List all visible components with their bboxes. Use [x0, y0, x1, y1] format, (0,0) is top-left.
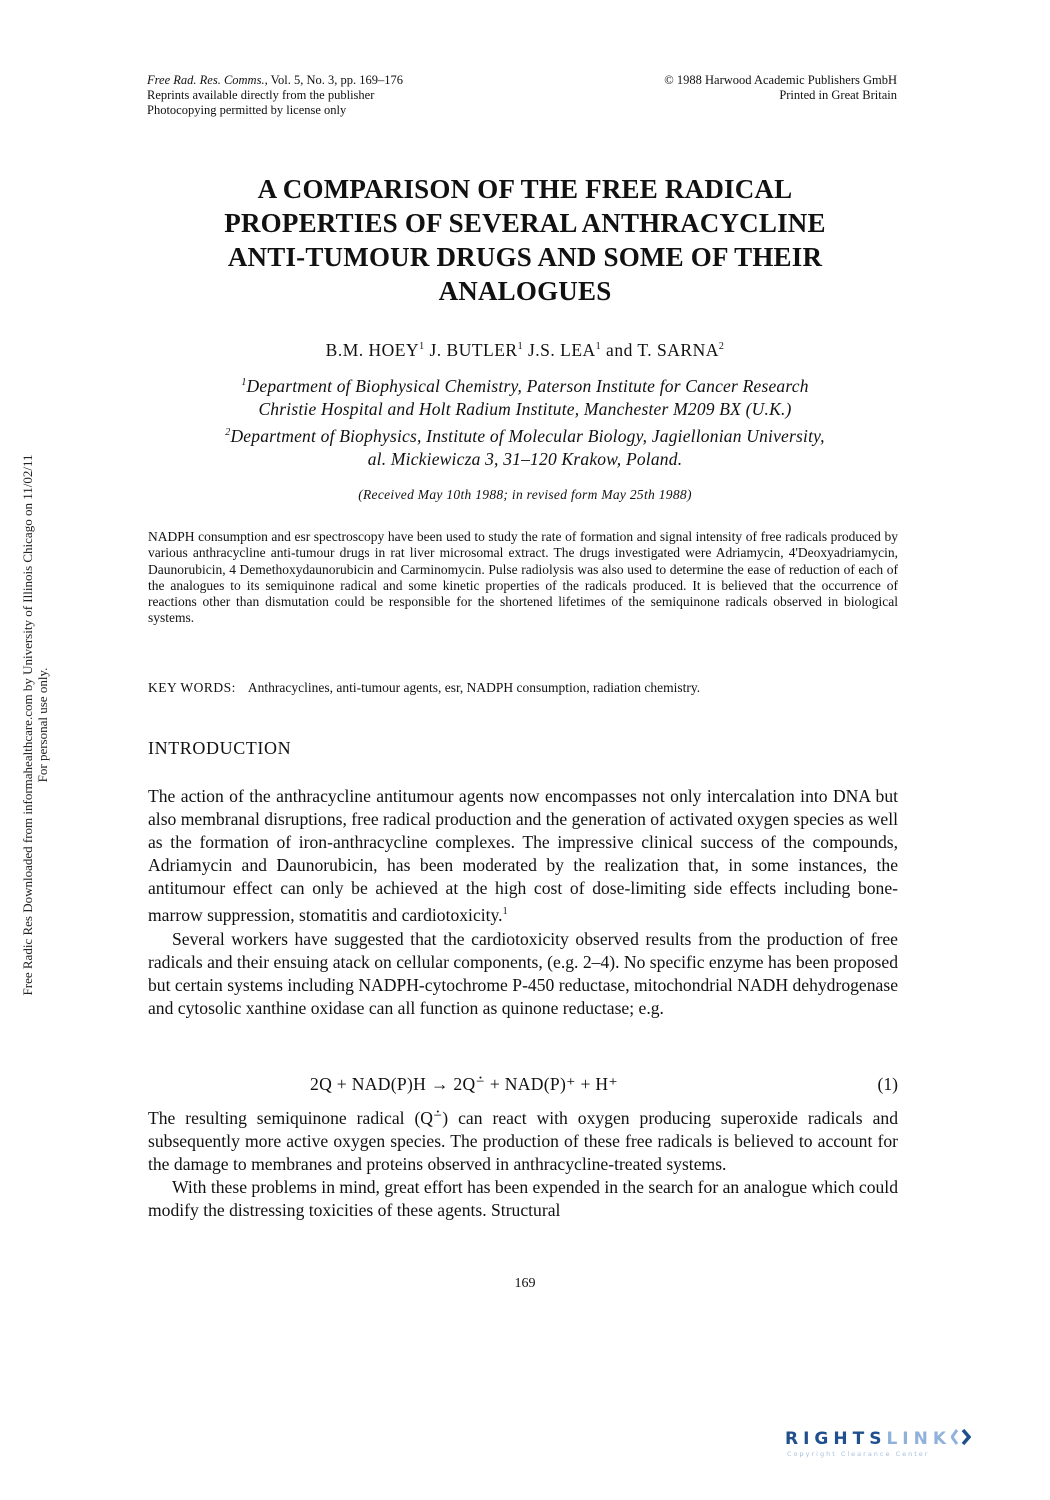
author-name: J. BUTLER — [429, 340, 518, 360]
title-line: A COMPARISON OF THE FREE RADICAL — [257, 174, 793, 204]
download-note-line1: Free Radic Res Downloaded from informahealthcare.com by University of Illinois Chicago on 11/02/11 — [20, 454, 35, 996]
download-watermark — [20, 355, 50, 1095]
received-dates: (Received May 10th 1988; in revised form May 25th 1988) — [358, 487, 692, 502]
abstract: NADPH consumption and esr spectroscopy have been used to study the rate of formation and signal intensity of free radicals produced by various anthracycline anti-tumour drugs in rat liver microsomal extract. The drugs investigated were Adriamycin, 4'Deoxyadriamycin, Daunorubicin, 4 Demethoxydaunorubicin and Carminomycin. Pulse radiolysis was also used to determine the ease of reduction of each of the analogues to its semiquinone radical and some kinetic properties of the radicals produced. It is believed that the occurrence of reactions other than dismutation could be responsible for the shortened lifetimes of the semiquinone radicals observed in biological systems. — [148, 529, 898, 626]
body-text-block — [148, 785, 898, 1020]
title-line: ANTI-TUMOUR DRUGS AND SOME OF THEIR — [227, 242, 823, 272]
paragraph: Several workers have suggested that the cardiotoxicity observed results from the production of free radicals and their ensuing atack on cellular components, (e.g. 2–4). No specific enzyme has been proposed but certain systems including NADPH-cytochrome P-450 reductase, mitochondrial NADH dehydrogenase and cytosolic xanthine oxidase can all function as quinone reductase; e.g. — [148, 928, 898, 1018]
author-affiliation-mark: 1 — [419, 341, 425, 352]
author-affiliation-mark: 1 — [595, 341, 602, 352]
author-conjunction: and — [606, 340, 633, 360]
photocopy-note: Photocopying permitted by license only — [147, 103, 347, 117]
keywords-text: Anthracyclines, anti-tumour agents, esr, NADPH consumption, radiation chemistry. — [247, 680, 701, 695]
author-affiliation-mark: 2 — [718, 341, 725, 352]
section-heading: INTRODUCTION — [148, 738, 292, 758]
affiliation-mark: 1 — [241, 377, 247, 388]
affiliation-text: Department of Biophysics, Institute of Molecular Biology, Jagiellonian University, — [230, 426, 825, 446]
paragraph: The resulting semiquinone radical (Q⁻̇) can react with oxygen producing superoxide radicals and subsequently more active oxygen species. The production of these free radicals is believed to account for the damage to membranes and proteins observed in anthracycline-treated systems. — [148, 1108, 898, 1175]
affiliation-text: Department of Biophysical Chemistry, Paterson Institute for Cancer Research — [246, 376, 809, 396]
logo-text-dark: RIGHTS — [785, 1429, 887, 1449]
author-name: T. SARNA — [637, 340, 719, 360]
rightslink-wordmark — [785, 1428, 1030, 1449]
paper-title — [130, 172, 920, 308]
journal-volume: , Vol. 5, No. 3, pp. 169–176 — [264, 73, 404, 87]
title-line: ANALOGUES — [438, 276, 612, 306]
keywords — [148, 680, 908, 696]
equation-number: (1) — [877, 1074, 898, 1094]
paragraph: With these problems in mind, great effort has been expended in the search for an analogue which could modify the distressing toxicities of these agents. Structural — [148, 1177, 898, 1221]
affiliation-line — [130, 371, 920, 398]
affiliation-line: al. Mickiewicza 3, 31–120 Krakow, Poland. — [367, 449, 683, 469]
author-name: B.M. HOEY — [325, 340, 420, 360]
title-line: PROPERTIES OF SEVERAL ANTHRACYCLINE — [224, 208, 826, 238]
affiliation-mark: 2 — [225, 427, 231, 438]
journal-citation-line — [147, 73, 547, 88]
reference-mark: 1 — [502, 906, 508, 918]
journal-name: Free Rad. Res. Comms. — [147, 73, 265, 87]
logo-subtitle: Copyright Clearance Center — [787, 1450, 930, 1458]
printed-line: Printed in Great Britain — [779, 88, 897, 102]
rightslink-logo[interactable] — [785, 1428, 1030, 1478]
affiliation-line: Christie Hospital and Holt Radium Institute, Manchester M209 BX (U.K.) — [258, 399, 792, 419]
journal-citation-block — [147, 73, 547, 118]
equation — [148, 1074, 898, 1098]
author-name: J.S. LEA — [527, 340, 596, 360]
author-affiliation-mark: 1 — [517, 341, 524, 352]
logo-text-light: LINK — [886, 1429, 951, 1449]
keywords-label: KEY WORDS: — [148, 680, 236, 695]
equation-body: 2Q + NAD(P)H → 2Q⁻̇ + NAD(P)⁺ + H⁺ — [310, 1074, 618, 1094]
affiliation-line — [130, 421, 920, 448]
paragraph — [148, 785, 898, 928]
copyright-line: © 1988 Harwood Academic Publishers GmbH — [664, 73, 897, 87]
author-list — [130, 340, 920, 361]
download-note-line2: For personal use only. — [35, 667, 50, 783]
body-text-block — [148, 1107, 898, 1222]
rightslink-arrow-icon — [951, 1428, 971, 1446]
affiliations — [130, 371, 920, 471]
reprints-note: Reprints available directly from the publisher — [147, 88, 375, 102]
paragraph-text: The action of the anthracycline antitumour agents now encompasses not only intercalation into DNA but also membranal disruptions, free radical production and the generation of activated oxygen species as well as the formation of iron-anthracycline complexes. The impressive clinical success of the compounds, Adriamycin and Daunorubicin, has been moderated by the realization that, in some instances, the antitumour effect can only be achieved at the high cost of dose-limiting side effects including bone-marrow suppression, stomatitis and cardiotoxicity. — [148, 786, 898, 926]
publisher-block — [560, 73, 897, 103]
page-number: 169 — [514, 1276, 536, 1291]
